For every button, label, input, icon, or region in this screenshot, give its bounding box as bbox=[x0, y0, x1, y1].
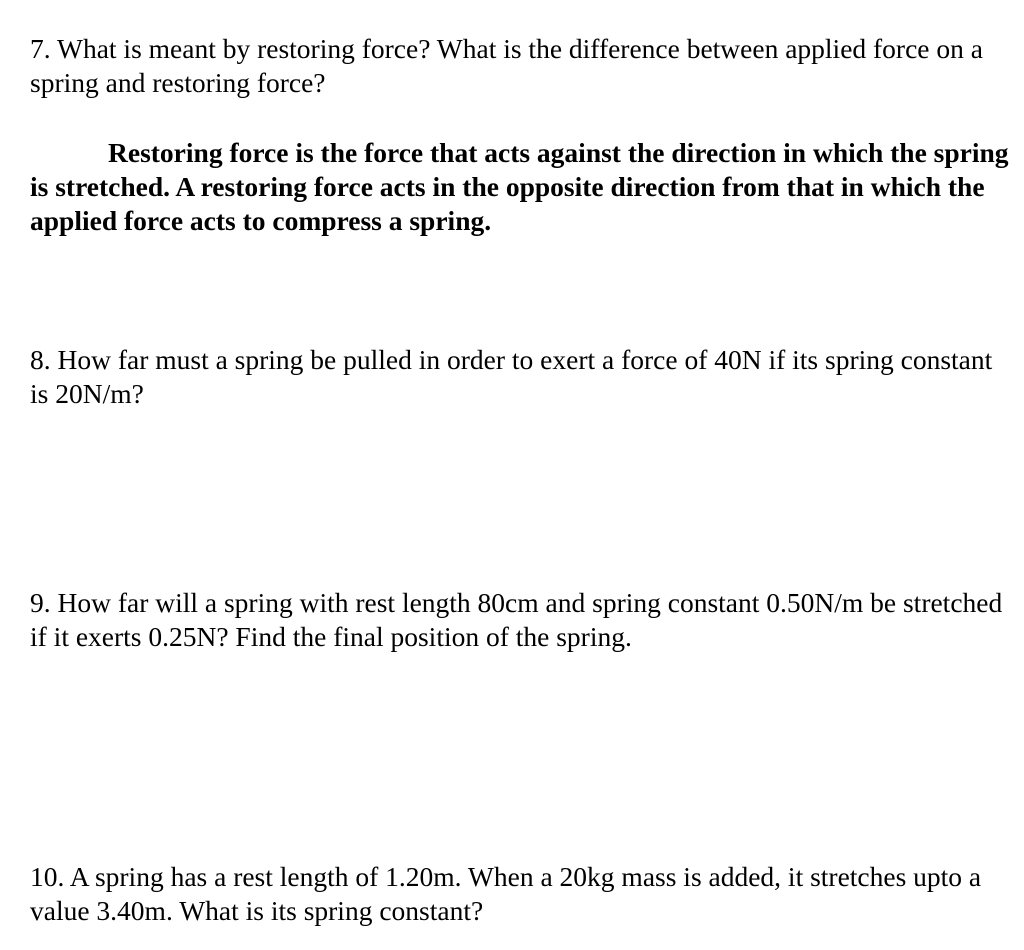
question-8: 8. How far must a spring be pulled in order to exert a force of 40N if its spring constant is 20N/m? bbox=[30, 344, 993, 409]
question-9: 9. How far will a spring with rest length 80cm and spring constant 0.50N/m be stretched if it exerts 0.25N? Find the final position of the spring. bbox=[30, 587, 1003, 652]
question-7: 7. What is meant by restoring force? What is the difference between applied force on a spring and restoring force? bbox=[30, 33, 983, 98]
question-10: 10. A spring has a rest length of 1.20m. When a 20kg mass is added, it stretches upto a value 3.40m. What is its spring constant? bbox=[30, 861, 982, 926]
answer-7: Restoring force is the force that acts against the direction in which the spring is stretched. A restoring force acts in the opposite direction from that in which the applied force acts to compress a spring. bbox=[30, 137, 1009, 236]
